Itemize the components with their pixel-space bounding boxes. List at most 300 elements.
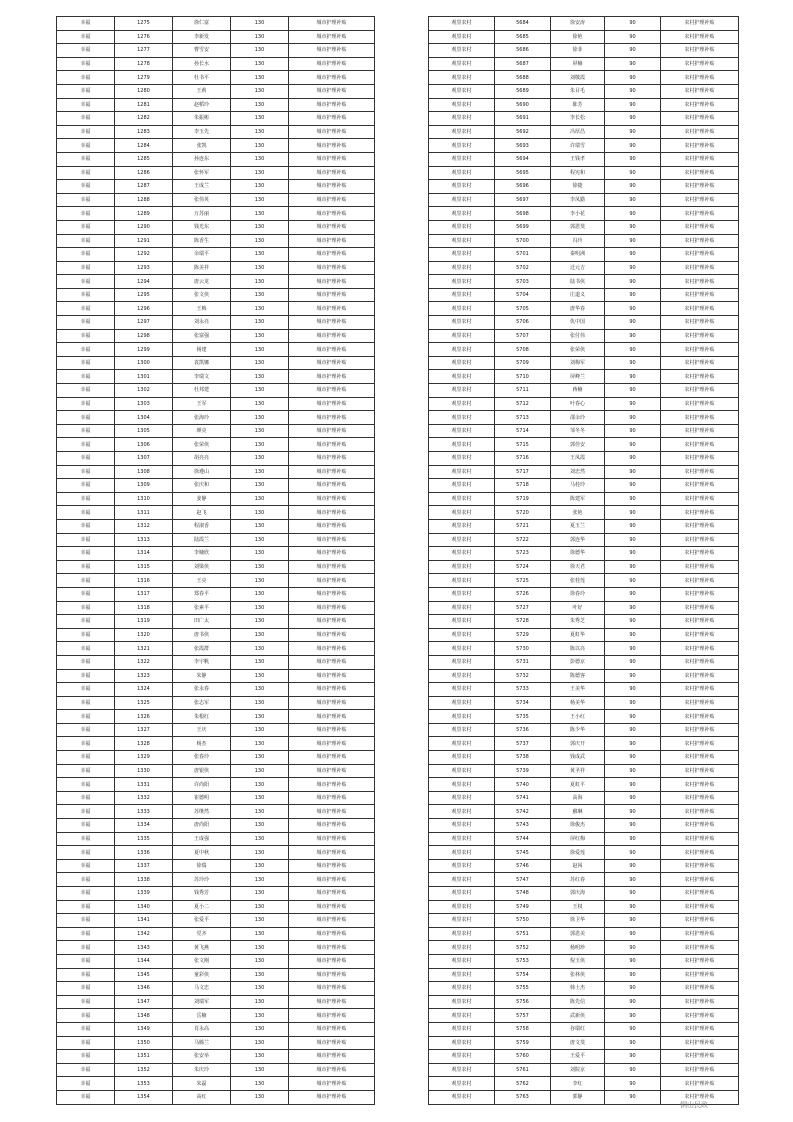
amount-cell: 90 bbox=[605, 846, 661, 860]
amount-cell: 130 bbox=[231, 438, 289, 452]
community-cell: 观里农村 bbox=[429, 275, 495, 289]
amount-cell: 130 bbox=[231, 519, 289, 533]
table-row bbox=[429, 139, 739, 153]
serial-number-cell: 5725 bbox=[495, 574, 551, 588]
name-cell: 张伟英 bbox=[173, 193, 231, 207]
subsidy-type-cell: 农村护理补贴 bbox=[661, 778, 739, 792]
subsidy-type-cell: 城市护理补贴 bbox=[289, 17, 375, 31]
community-cell: 观里农村 bbox=[429, 887, 495, 901]
amount-cell: 90 bbox=[605, 17, 661, 31]
name-cell: 朱磊 bbox=[173, 1077, 231, 1091]
serial-number-cell: 5711 bbox=[495, 384, 551, 398]
name-cell: 孙长水 bbox=[173, 57, 231, 71]
amount-cell: 130 bbox=[231, 112, 289, 126]
community-cell: 幸福 bbox=[57, 288, 115, 302]
name-cell: 王小红 bbox=[551, 710, 605, 724]
amount-cell: 130 bbox=[231, 628, 289, 642]
serial-number-cell: 5763 bbox=[495, 1090, 551, 1104]
amount-cell: 130 bbox=[231, 791, 289, 805]
name-cell: 谷瑞红 bbox=[551, 1022, 605, 1036]
serial-number-cell: 1289 bbox=[115, 207, 173, 221]
name-cell: 王钱孝 bbox=[551, 152, 605, 166]
subsidy-type-cell: 农村护理补贴 bbox=[661, 465, 739, 479]
community-cell: 观里农村 bbox=[429, 764, 495, 778]
name-cell: 徐春玲 bbox=[551, 587, 605, 601]
community-cell: 幸福 bbox=[57, 44, 115, 58]
amount-cell: 90 bbox=[605, 424, 661, 438]
community-cell: 幸福 bbox=[57, 207, 115, 221]
subsidy-type-cell: 城市护理补贴 bbox=[289, 506, 375, 520]
serial-number-cell: 1288 bbox=[115, 193, 173, 207]
serial-number-cell: 5693 bbox=[495, 139, 551, 153]
amount-cell: 130 bbox=[231, 71, 289, 85]
table-row bbox=[57, 316, 375, 330]
serial-number-cell: 5724 bbox=[495, 560, 551, 574]
subsidy-type-cell: 城市护理补贴 bbox=[289, 139, 375, 153]
amount-cell: 90 bbox=[605, 723, 661, 737]
community-cell: 幸福 bbox=[57, 139, 115, 153]
community-cell: 幸福 bbox=[57, 1063, 115, 1077]
amount-cell: 90 bbox=[605, 112, 661, 126]
table-row bbox=[429, 982, 739, 996]
serial-number-cell: 1347 bbox=[115, 995, 173, 1009]
amount-cell: 90 bbox=[605, 683, 661, 697]
name-cell: 武新侠 bbox=[551, 1009, 605, 1023]
community-cell: 观里农村 bbox=[429, 98, 495, 112]
subsidy-type-cell: 农村护理补贴 bbox=[661, 370, 739, 384]
community-cell: 幸福 bbox=[57, 1050, 115, 1064]
name-cell: 陈美祥 bbox=[173, 261, 231, 275]
serial-number-cell: 5718 bbox=[495, 479, 551, 493]
amount-cell: 130 bbox=[231, 329, 289, 343]
table-row bbox=[429, 533, 739, 547]
name-cell: 姜静 bbox=[173, 492, 231, 506]
amount-cell: 130 bbox=[231, 479, 289, 493]
community-cell: 观里农村 bbox=[429, 397, 495, 411]
serial-number-cell: 1325 bbox=[115, 696, 173, 710]
name-cell: 朱目毛 bbox=[551, 84, 605, 98]
name-cell: 冯厚昌 bbox=[551, 125, 605, 139]
subsidy-type-cell: 农村护理补贴 bbox=[661, 139, 739, 153]
community-cell: 观里农村 bbox=[429, 655, 495, 669]
community-cell: 幸福 bbox=[57, 710, 115, 724]
name-cell: 朱振彬 bbox=[173, 112, 231, 126]
amount-cell: 130 bbox=[231, 424, 289, 438]
subsidy-type-cell: 农村护理补贴 bbox=[661, 859, 739, 873]
amount-cell: 90 bbox=[605, 887, 661, 901]
community-cell: 观里农村 bbox=[429, 139, 495, 153]
name-cell: 程淑香 bbox=[173, 519, 231, 533]
serial-number-cell: 1335 bbox=[115, 832, 173, 846]
amount-cell: 90 bbox=[605, 1090, 661, 1104]
name-cell: 肖永高 bbox=[173, 1022, 231, 1036]
table-row bbox=[57, 438, 375, 452]
table-row bbox=[429, 995, 739, 1009]
serial-number-cell: 1354 bbox=[115, 1090, 173, 1104]
community-cell: 幸福 bbox=[57, 1090, 115, 1104]
amount-cell: 130 bbox=[231, 873, 289, 887]
amount-cell: 90 bbox=[605, 492, 661, 506]
subsidy-type-cell: 城市护理补贴 bbox=[289, 669, 375, 683]
serial-number-cell: 1295 bbox=[115, 288, 173, 302]
amount-cell: 130 bbox=[231, 275, 289, 289]
subsidy-type-cell: 城市护理补贴 bbox=[289, 832, 375, 846]
name-cell: 杨明珍 bbox=[551, 941, 605, 955]
serial-number-cell: 5714 bbox=[495, 424, 551, 438]
subsidy-type-cell: 农村护理补贴 bbox=[661, 152, 739, 166]
subsidy-type-cell: 城市护理补贴 bbox=[289, 193, 375, 207]
community-cell: 观里农村 bbox=[429, 1077, 495, 1091]
subsidy-type-cell: 城市护理补贴 bbox=[289, 519, 375, 533]
table-row bbox=[429, 601, 739, 615]
serial-number-cell: 1330 bbox=[115, 764, 173, 778]
serial-number-cell: 1328 bbox=[115, 737, 173, 751]
community-cell: 幸福 bbox=[57, 655, 115, 669]
subsidy-type-cell: 城市护理补贴 bbox=[289, 248, 375, 262]
name-cell: 冯玲 bbox=[551, 234, 605, 248]
name-cell: 朱庆玲 bbox=[173, 1063, 231, 1077]
amount-cell: 130 bbox=[231, 288, 289, 302]
subsidy-type-cell: 农村护理补贴 bbox=[661, 560, 739, 574]
name-cell: 刘忠然 bbox=[551, 465, 605, 479]
subsidy-type-cell: 城市护理补贴 bbox=[289, 968, 375, 982]
name-cell: 李红 bbox=[551, 1077, 605, 1091]
community-cell: 观里农村 bbox=[429, 723, 495, 737]
subsidy-type-cell: 城市护理补贴 bbox=[289, 316, 375, 330]
community-cell: 观里农村 bbox=[429, 234, 495, 248]
amount-cell: 90 bbox=[605, 601, 661, 615]
community-cell: 观里农村 bbox=[429, 819, 495, 833]
name-cell: 徐俊杰 bbox=[551, 819, 605, 833]
amount-cell: 90 bbox=[605, 560, 661, 574]
serial-number-cell: 1341 bbox=[115, 914, 173, 928]
community-cell: 幸福 bbox=[57, 601, 115, 615]
table-row bbox=[57, 220, 375, 234]
subsidy-type-cell: 农村护理补贴 bbox=[661, 628, 739, 642]
serial-number-cell: 1306 bbox=[115, 438, 173, 452]
name-cell: 孙连东 bbox=[173, 152, 231, 166]
serial-number-cell: 1336 bbox=[115, 846, 173, 860]
subsidy-type-cell: 城市护理补贴 bbox=[289, 166, 375, 180]
serial-number-cell: 1320 bbox=[115, 628, 173, 642]
community-cell: 观里农村 bbox=[429, 506, 495, 520]
watermark-label: 铜山民政 bbox=[680, 1101, 708, 1109]
name-cell: 张素平 bbox=[173, 601, 231, 615]
subsidy-type-cell: 城市护理补贴 bbox=[289, 288, 375, 302]
serial-number-cell: 5727 bbox=[495, 601, 551, 615]
table-row bbox=[429, 57, 739, 71]
community-cell: 观里农村 bbox=[429, 832, 495, 846]
amount-cell: 130 bbox=[231, 832, 289, 846]
amount-cell: 130 bbox=[231, 887, 289, 901]
table-row bbox=[57, 995, 375, 1009]
amount-cell: 90 bbox=[605, 465, 661, 479]
table-row bbox=[429, 261, 739, 275]
subsidy-type-cell: 城市护理补贴 bbox=[289, 764, 375, 778]
amount-cell: 90 bbox=[605, 207, 661, 221]
amount-cell: 130 bbox=[231, 601, 289, 615]
community-cell: 幸福 bbox=[57, 791, 115, 805]
table-row bbox=[429, 927, 739, 941]
table-row bbox=[57, 139, 375, 153]
subsidy-type-cell: 农村护理补贴 bbox=[661, 873, 739, 887]
serial-number-cell: 1279 bbox=[115, 71, 173, 85]
subsidy-type-cell: 农村护理补贴 bbox=[661, 900, 739, 914]
subsidy-type-cell: 农村护理补贴 bbox=[661, 574, 739, 588]
subsidy-type-cell: 城市护理补贴 bbox=[289, 57, 375, 71]
community-cell: 幸福 bbox=[57, 1009, 115, 1023]
amount-cell: 130 bbox=[231, 1077, 289, 1091]
name-cell: 张文侠 bbox=[173, 288, 231, 302]
name-cell: 徐瑞 bbox=[173, 859, 231, 873]
serial-number-cell: 5704 bbox=[495, 288, 551, 302]
community-cell: 幸福 bbox=[57, 452, 115, 466]
name-cell: 邵余玲 bbox=[551, 411, 605, 425]
community-cell: 幸福 bbox=[57, 995, 115, 1009]
name-cell: 崔德明 bbox=[173, 791, 231, 805]
subsidy-type-cell: 农村护理补贴 bbox=[661, 44, 739, 58]
table-row bbox=[429, 479, 739, 493]
table-row bbox=[429, 954, 739, 968]
amount-cell: 130 bbox=[231, 764, 289, 778]
name-cell: 王庆 bbox=[173, 723, 231, 737]
community-cell: 观里农村 bbox=[429, 316, 495, 330]
amount-cell: 130 bbox=[231, 465, 289, 479]
subsidy-type-cell: 农村护理补贴 bbox=[661, 982, 739, 996]
community-cell: 幸福 bbox=[57, 914, 115, 928]
amount-cell: 90 bbox=[605, 288, 661, 302]
community-cell: 观里农村 bbox=[429, 669, 495, 683]
table-row bbox=[429, 805, 739, 819]
subsidy-type-cell: 城市护理补贴 bbox=[289, 220, 375, 234]
subsidy-type-cell: 农村护理补贴 bbox=[661, 329, 739, 343]
name-cell: 刘梁侠 bbox=[173, 560, 231, 574]
name-cell: 高红 bbox=[173, 1090, 231, 1104]
amount-cell: 130 bbox=[231, 452, 289, 466]
table-row bbox=[429, 710, 739, 724]
community-cell: 观里农村 bbox=[429, 152, 495, 166]
serial-number-cell: 1319 bbox=[115, 615, 173, 629]
serial-number-cell: 1286 bbox=[115, 166, 173, 180]
subsidy-type-cell: 农村护理补贴 bbox=[661, 234, 739, 248]
serial-number-cell: 5747 bbox=[495, 873, 551, 887]
serial-number-cell: 5746 bbox=[495, 859, 551, 873]
table-row bbox=[429, 84, 739, 98]
table-row bbox=[429, 1063, 739, 1077]
table-row bbox=[57, 57, 375, 71]
subsidy-type-cell: 城市护理补贴 bbox=[289, 1050, 375, 1064]
serial-number-cell: 1324 bbox=[115, 683, 173, 697]
community-cell: 幸福 bbox=[57, 900, 115, 914]
amount-cell: 130 bbox=[231, 302, 289, 316]
serial-number-cell: 1282 bbox=[115, 112, 173, 126]
name-cell: 张春玲 bbox=[173, 751, 231, 765]
subsidy-type-cell: 城市护理补贴 bbox=[289, 859, 375, 873]
community-cell: 观里农村 bbox=[429, 125, 495, 139]
table-row bbox=[57, 1050, 375, 1064]
subsidy-type-cell: 农村护理补贴 bbox=[661, 547, 739, 561]
subsidy-type-cell: 农村护理补贴 bbox=[661, 411, 739, 425]
table-row bbox=[429, 655, 739, 669]
table-row bbox=[429, 846, 739, 860]
subsidy-type-cell: 农村护理补贴 bbox=[661, 125, 739, 139]
serial-number-cell: 5696 bbox=[495, 180, 551, 194]
community-cell: 观里农村 bbox=[429, 193, 495, 207]
table-row bbox=[429, 832, 739, 846]
subsidy-type-cell: 城市护理补贴 bbox=[289, 615, 375, 629]
community-cell: 观里农村 bbox=[429, 424, 495, 438]
amount-cell: 90 bbox=[605, 71, 661, 85]
community-cell: 幸福 bbox=[57, 424, 115, 438]
name-cell: 钱光东 bbox=[173, 220, 231, 234]
table-row bbox=[429, 411, 739, 425]
table-row bbox=[57, 683, 375, 697]
amount-cell: 130 bbox=[231, 669, 289, 683]
subsidy-type-cell: 农村护理补贴 bbox=[661, 71, 739, 85]
table-row bbox=[429, 384, 739, 398]
table-row bbox=[429, 492, 739, 506]
name-cell: 张林侠 bbox=[551, 968, 605, 982]
table-row bbox=[57, 954, 375, 968]
name-cell: 彭德京 bbox=[551, 655, 605, 669]
table-row bbox=[429, 152, 739, 166]
name-cell: 郑春平 bbox=[173, 587, 231, 601]
name-cell: 王爱平 bbox=[551, 1050, 605, 1064]
subsidy-type-cell: 农村护理补贴 bbox=[661, 995, 739, 1009]
name-cell: 徐菲 bbox=[551, 44, 605, 58]
serial-number-cell: 1310 bbox=[115, 492, 173, 506]
table-row bbox=[57, 560, 375, 574]
serial-number-cell: 5755 bbox=[495, 982, 551, 996]
subsidy-type-cell: 城市护理补贴 bbox=[289, 30, 375, 44]
community-cell: 观里农村 bbox=[429, 954, 495, 968]
name-cell: 唐尚阳 bbox=[173, 819, 231, 833]
subsidy-type-cell: 农村护理补贴 bbox=[661, 832, 739, 846]
table-row bbox=[57, 655, 375, 669]
amount-cell: 90 bbox=[605, 615, 661, 629]
community-cell: 观里农村 bbox=[429, 791, 495, 805]
subsidy-type-cell: 农村护理补贴 bbox=[661, 180, 739, 194]
name-cell: 郭恩美 bbox=[551, 927, 605, 941]
serial-number-cell: 5743 bbox=[495, 819, 551, 833]
table-row bbox=[429, 914, 739, 928]
subsidy-type-cell: 城市护理补贴 bbox=[289, 112, 375, 126]
community-cell: 观里农村 bbox=[429, 207, 495, 221]
serial-number-cell: 1313 bbox=[115, 533, 173, 547]
table-row bbox=[57, 1036, 375, 1050]
community-cell: 观里农村 bbox=[429, 751, 495, 765]
subsidy-type-cell: 城市护理补贴 bbox=[289, 44, 375, 58]
serial-number-cell: 5759 bbox=[495, 1036, 551, 1050]
community-cell: 幸福 bbox=[57, 615, 115, 629]
table-row bbox=[57, 914, 375, 928]
community-cell: 幸福 bbox=[57, 560, 115, 574]
community-cell: 观里农村 bbox=[429, 261, 495, 275]
subsidy-type-cell: 农村护理补贴 bbox=[661, 846, 739, 860]
serial-number-cell: 5741 bbox=[495, 791, 551, 805]
name-cell: 张庆和 bbox=[173, 479, 231, 493]
table-row bbox=[57, 696, 375, 710]
subsidy-type-cell: 城市护理补贴 bbox=[289, 574, 375, 588]
table-row bbox=[429, 288, 739, 302]
table-row bbox=[57, 166, 375, 180]
amount-cell: 130 bbox=[231, 1050, 289, 1064]
name-cell: 倪玉侠 bbox=[551, 954, 605, 968]
name-cell: 徐安涛 bbox=[551, 17, 605, 31]
serial-number-cell: 1338 bbox=[115, 873, 173, 887]
serial-number-cell: 1353 bbox=[115, 1077, 173, 1091]
name-cell: 陆霞兰 bbox=[173, 533, 231, 547]
table-row bbox=[429, 941, 739, 955]
name-cell: 夏玉兰 bbox=[551, 519, 605, 533]
name-cell: 张爱平 bbox=[173, 914, 231, 928]
subsidy-type-cell: 农村护理补贴 bbox=[661, 968, 739, 982]
serial-number-cell: 5728 bbox=[495, 615, 551, 629]
serial-number-cell: 5707 bbox=[495, 329, 551, 343]
amount-cell: 130 bbox=[231, 397, 289, 411]
serial-number-cell: 1332 bbox=[115, 791, 173, 805]
table-row bbox=[429, 370, 739, 384]
serial-number-cell: 1301 bbox=[115, 370, 173, 384]
name-cell: 刘梅军 bbox=[551, 356, 605, 370]
subsidy-type-cell: 农村护理补贴 bbox=[661, 1090, 739, 1104]
subsidy-type-cell: 农村护理补贴 bbox=[661, 737, 739, 751]
subsidy-type-cell: 城市护理补贴 bbox=[289, 628, 375, 642]
table-row bbox=[429, 44, 739, 58]
amount-cell: 90 bbox=[605, 927, 661, 941]
community-cell: 幸福 bbox=[57, 479, 115, 493]
name-cell: 赵稻玲 bbox=[173, 98, 231, 112]
community-cell: 幸福 bbox=[57, 180, 115, 194]
community-cell: 幸福 bbox=[57, 384, 115, 398]
name-cell: 徐卫华 bbox=[551, 914, 605, 928]
table-row bbox=[57, 1009, 375, 1023]
serial-number-cell: 5713 bbox=[495, 411, 551, 425]
table-row bbox=[57, 1090, 375, 1104]
serial-number-cell: 5723 bbox=[495, 547, 551, 561]
community-cell: 观里农村 bbox=[429, 547, 495, 561]
subsidy-type-cell: 城市护理补贴 bbox=[289, 819, 375, 833]
serial-number-cell: 1275 bbox=[115, 17, 173, 31]
community-cell: 观里农村 bbox=[429, 1050, 495, 1064]
community-cell: 幸福 bbox=[57, 275, 115, 289]
table-row bbox=[57, 424, 375, 438]
serial-number-cell: 1296 bbox=[115, 302, 173, 316]
table-row bbox=[429, 628, 739, 642]
amount-cell: 90 bbox=[605, 982, 661, 996]
table-row bbox=[429, 452, 739, 466]
table-row bbox=[57, 615, 375, 629]
amount-cell: 90 bbox=[605, 751, 661, 765]
community-cell: 观里农村 bbox=[429, 479, 495, 493]
serial-number-cell: 5733 bbox=[495, 683, 551, 697]
community-cell: 观里农村 bbox=[429, 302, 495, 316]
amount-cell: 90 bbox=[605, 778, 661, 792]
table-row bbox=[429, 751, 739, 765]
community-cell: 幸福 bbox=[57, 859, 115, 873]
community-cell: 观里农村 bbox=[429, 288, 495, 302]
table-row bbox=[429, 1022, 739, 1036]
name-cell: 屏楠 bbox=[551, 57, 605, 71]
name-cell: 许瑞雪 bbox=[551, 139, 605, 153]
amount-cell: 130 bbox=[231, 655, 289, 669]
table-row bbox=[57, 465, 375, 479]
serial-number-cell: 1327 bbox=[115, 723, 173, 737]
name-cell: 苏红春 bbox=[551, 873, 605, 887]
community-cell: 观里农村 bbox=[429, 533, 495, 547]
amount-cell: 90 bbox=[605, 995, 661, 1009]
amount-cell: 130 bbox=[231, 343, 289, 357]
